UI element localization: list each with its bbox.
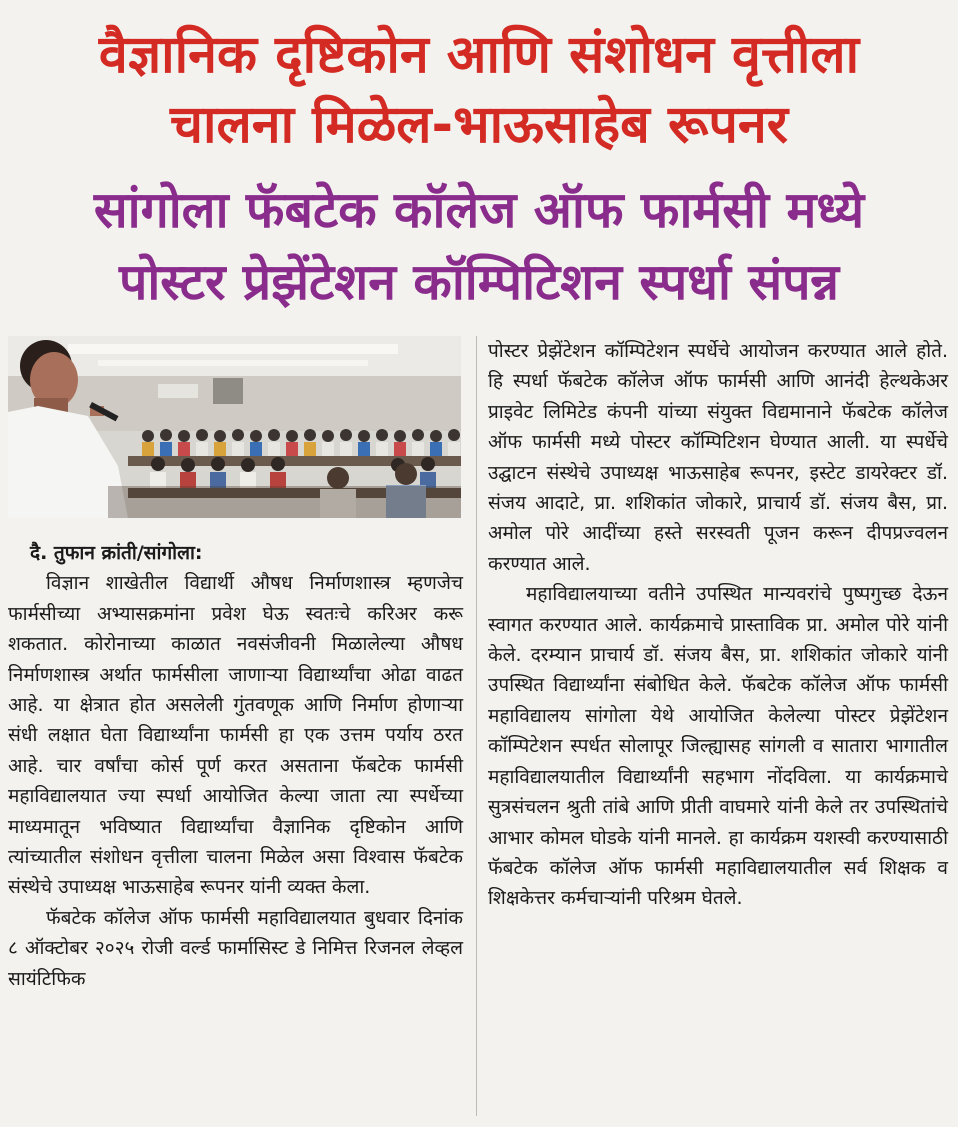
paragraph: विज्ञान शाखेतील विद्यार्थी औषध निर्माणशास्त्र म्हणजेच फार्मसीच्या अभ्यासक्रमांना प्रवेश घेऊ स्वतःचे करिअर करू शकतात. कोरोनाच्या काळात नवसंजीवनी मिळालेल्या औषध निर्माणशास्त्र अर्थात फार्मसीला जाणाऱ्या विद्यार्थ्यांचा ओढा वाढत आहे. या क्षेत्रात होत असलेली गुंतवणूक आणि निर्माण होणाऱ्या संधी लक्षात घेता विद्यार्थ्यांना फार्मसी हा एक उत्तम पर्याय ठरत आहे. चार वर्षांचा कोर्स पूर्ण करत असताना फॅबटेक फार्मसी महाविद्यालयात ज्या स्पर्धा आयोजित केल्या जाता त्या स्पर्धेच्या माध्यमातून भविष्यात विद्यार्थ्यांचा वैज्ञानिक दृष्टिकोन आणि त्यांच्यातील संशोधन वृत्तीला चालना मिळेल असा विश्वास फॅबटेक संस्थेचे उपाध्यक्ष भाऊसाहेब रूपनर यांनी व्यक्त केला. — [8, 572, 463, 899]
paragraph: फॅबटेक कॉलेज ऑफ फार्मसी महाविद्यालयात बुधवार दिनांक ८ ऑक्टोबर २०२५ रोजी वर्ल्ड फार्मासिस्ट डे निमित्त रिजनल लेव्हल सायंटिफिक — [8, 906, 463, 990]
headline-line-2: चालना मिळेल-भाऊसाहेब रूपनर — [169, 95, 789, 155]
subheadline-line-1: सांगोला फॅबटेक कॉलेज ऑफ फार्मसी मध्ये — [93, 181, 865, 239]
byline: दै. तुफान क्रांती/सांगोला: — [30, 542, 203, 564]
article-left-column — [8, 538, 463, 994]
headline-line-1: वैज्ञानिक दृष्टिकोन आणि संशोधन वृत्तीला — [98, 25, 860, 85]
subheadline-line-2: पोस्टर प्रेझेंटेशन कॉम्पिटिशन स्पर्धा संपन्न — [118, 253, 840, 311]
event-photo-icon — [8, 336, 461, 518]
event-photo — [8, 336, 461, 518]
paragraph: महाविद्यालयाच्या वतीने उपस्थित मान्यवरांचे पुष्पगुच्छ देऊन स्वागत करण्यात आले. कार्यक्रमाचे प्रास्ताविक प्रा. अमोल पोरे यांनी केले. दरम्यान प्राचार्य डॉ. संजय बैस, प्रा. शशिकांत जोकारे यांनी उपस्थित विद्यार्थ्यांना संबोधित केले. फॅबटेक कॉलेज ऑफ फार्मसी महाविद्यालय सांगोला येथे आयोजित केलेल्या पोस्टर प्रेझेंटेशन कॉम्पिटेशन स्पर्धत सोलापूर जिल्ह्यासह सांगली व सातारा भागातील महाविद्यालयातील विद्यार्थ्यांनी सहभाग नोंदविला. या कार्यक्रमाचे सुत्रसंचलन श्रुती तांबे आणि प्रीती वाघमारे यांनी केले तर उपस्थितांचे आभार कोमल घोडके यांनी मानले. हा कार्यक्रम यशस्वी करण्यासाठी फॅबटेक कॉलेज ऑफ फार्मसी महाविद्यालयातील सर्व शिक्षक व शिक्षकेत्तर कर्मचाऱ्यांनी परिश्रम घेतले. — [488, 583, 948, 910]
article-right-column — [488, 336, 948, 914]
paragraph: पोस्टर प्रेझेंटेशन कॉम्पिटेशन स्पर्धेचे आयोजन करण्यात आले होते. हि स्पर्धा फॅबटेक कॉलेज ऑफ फार्मसी आणि आनंदी हेल्थकेअर प्राइवेट लिमिटेड कंपनी यांच्या संयुक्त विद्यमानाने फॅबटेक कॉलेज ऑफ फार्मसी मध्ये पोस्टर कॉम्पिटिशन घेण्यात आली. या स्पर्धेचे उद्घाटन संस्थेचे उपाध्यक्ष भाऊसाहेब रूपनर, इस्टेट डायरेक्टर डॉ. संजय आदाटे, प्रा. शशिकांत जोकारे, प्राचार्य डॉ. संजय बैस, प्रा. अमोल पोरे आदींच्या हस्ते सरस्वती पूजन करून दीपप्रज्वलन करण्यात आले. — [488, 340, 948, 575]
column-divider — [476, 336, 477, 1116]
